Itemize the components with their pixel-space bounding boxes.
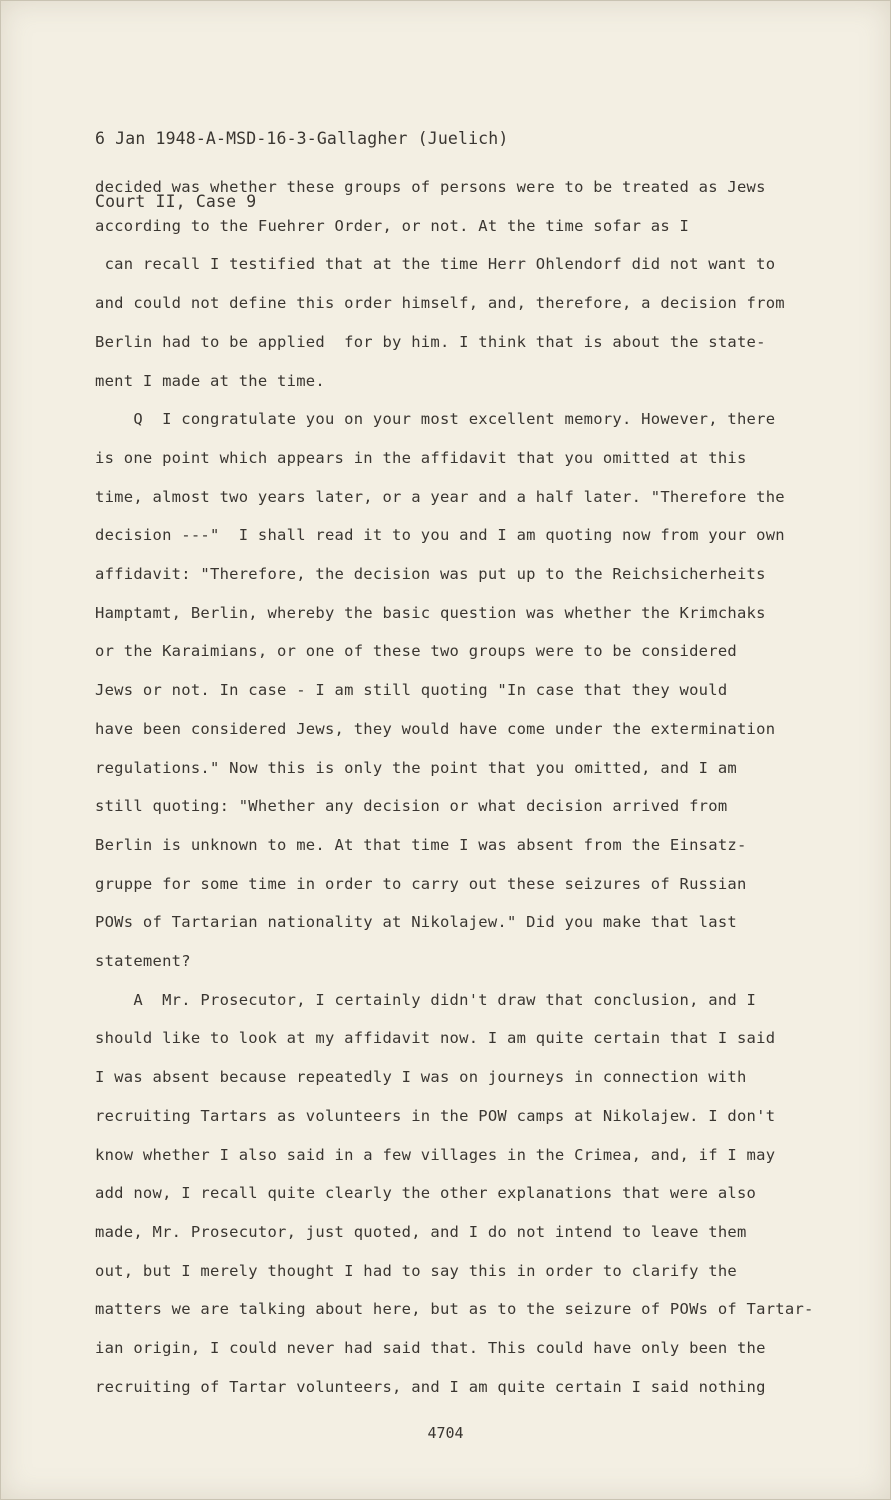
transcript-line: matters we are talking about here, but as to the seizure of POWs of Tartar- [95,1300,814,1319]
transcript-line: ian origin, I could never had said that. This could have only been the [95,1339,766,1357]
transcript-line: recruiting of Tartar volunteers, and I am quite certain I said nothing [95,1377,766,1396]
page-number: 4704 [427,1424,464,1442]
transcript-line: made, Mr. Prosecutor, just quoted, and I do not intend to leave them [95,1222,747,1241]
transcript-line: can recall I testified that at the time Herr Ohlendorf did not want to [95,255,776,274]
transcript-line: Berlin had to be applied for by him. I think that is about the state- [95,332,766,351]
transcript-line: Q I congratulate you on your most excellent memory. However, there [95,410,776,429]
transcript-line: according to the Fuehrer Order, or not. At the time sofar as I [95,216,690,235]
transcript-line: and could not define this order himself, and, therefore, a decision from [95,294,785,313]
transcript-line: out, but I merely thought I had to say this in order to clarify the [95,1261,737,1280]
transcript-line: I was absent because repeatedly I was on journeys in connection with [95,1068,747,1087]
transcript-line: decided was whether these groups of persons were to be treated as Jews [95,178,766,196]
header-line-court-case: Court II, Case 9 [95,192,257,211]
transcript-line: recruiting Tartars as volunteers in the POW camps at Nikolajew. I don't [95,1106,776,1125]
transcript-line: gruppe for some time in order to carry out these seizures of Russian [95,874,747,893]
transcript-line: is one point which appears in the affidavit that you omitted at this [95,448,747,467]
transcript-line: POWs of Tartarian nationality at Nikolajew." Did you make that last [95,913,737,932]
transcript-line: still quoting: "Whether any decision or what decision arrived from [95,797,728,816]
transcript-line: Jews or not. In case - I am still quoting "In case that they would [95,681,728,700]
transcript-line: Hamptamt, Berlin, whereby the basic question was whether the Krimchaks [95,603,766,622]
transcript-line: or the Karaimians, or one of these two groups were to be considered [95,642,737,661]
transcript-line: decision ---" I shall read it to you and I am quoting now from your own [95,526,785,545]
transcript-line: know whether I also said in a few villages in the Crimea, and, if I may [95,1145,776,1164]
header-line-date-title: 6 Jan 1948-A-MSD-16-3-Gallagher (Juelich) [95,129,509,148]
transcript-line: time, almost two years later, or a year and a half later. "Therefore the [95,487,785,506]
transcript-line: affidavit: "Therefore, the decision was put up to the Reichsicherheits [95,565,766,583]
transcript-line: statement? [95,952,191,970]
transcript-line: have been considered Jews, they would have come under the extermination [95,719,776,738]
transcript-line: should like to look at my affidavit now. I am quite certain that I said [95,1029,776,1048]
transcript-line: regulations." Now this is only the point that you omitted, and I am [95,758,737,777]
transcript-line: add now, I recall quite clearly the other explanations that were also [95,1184,757,1203]
transcript-line: A Mr. Prosecutor, I certainly didn't draw that conclusion, and I [95,990,757,1009]
transcript-line: Berlin is unknown to me. At that time I was absent from the Einsatz- [95,835,747,854]
transcript-line: ment I made at the time. [95,371,325,390]
